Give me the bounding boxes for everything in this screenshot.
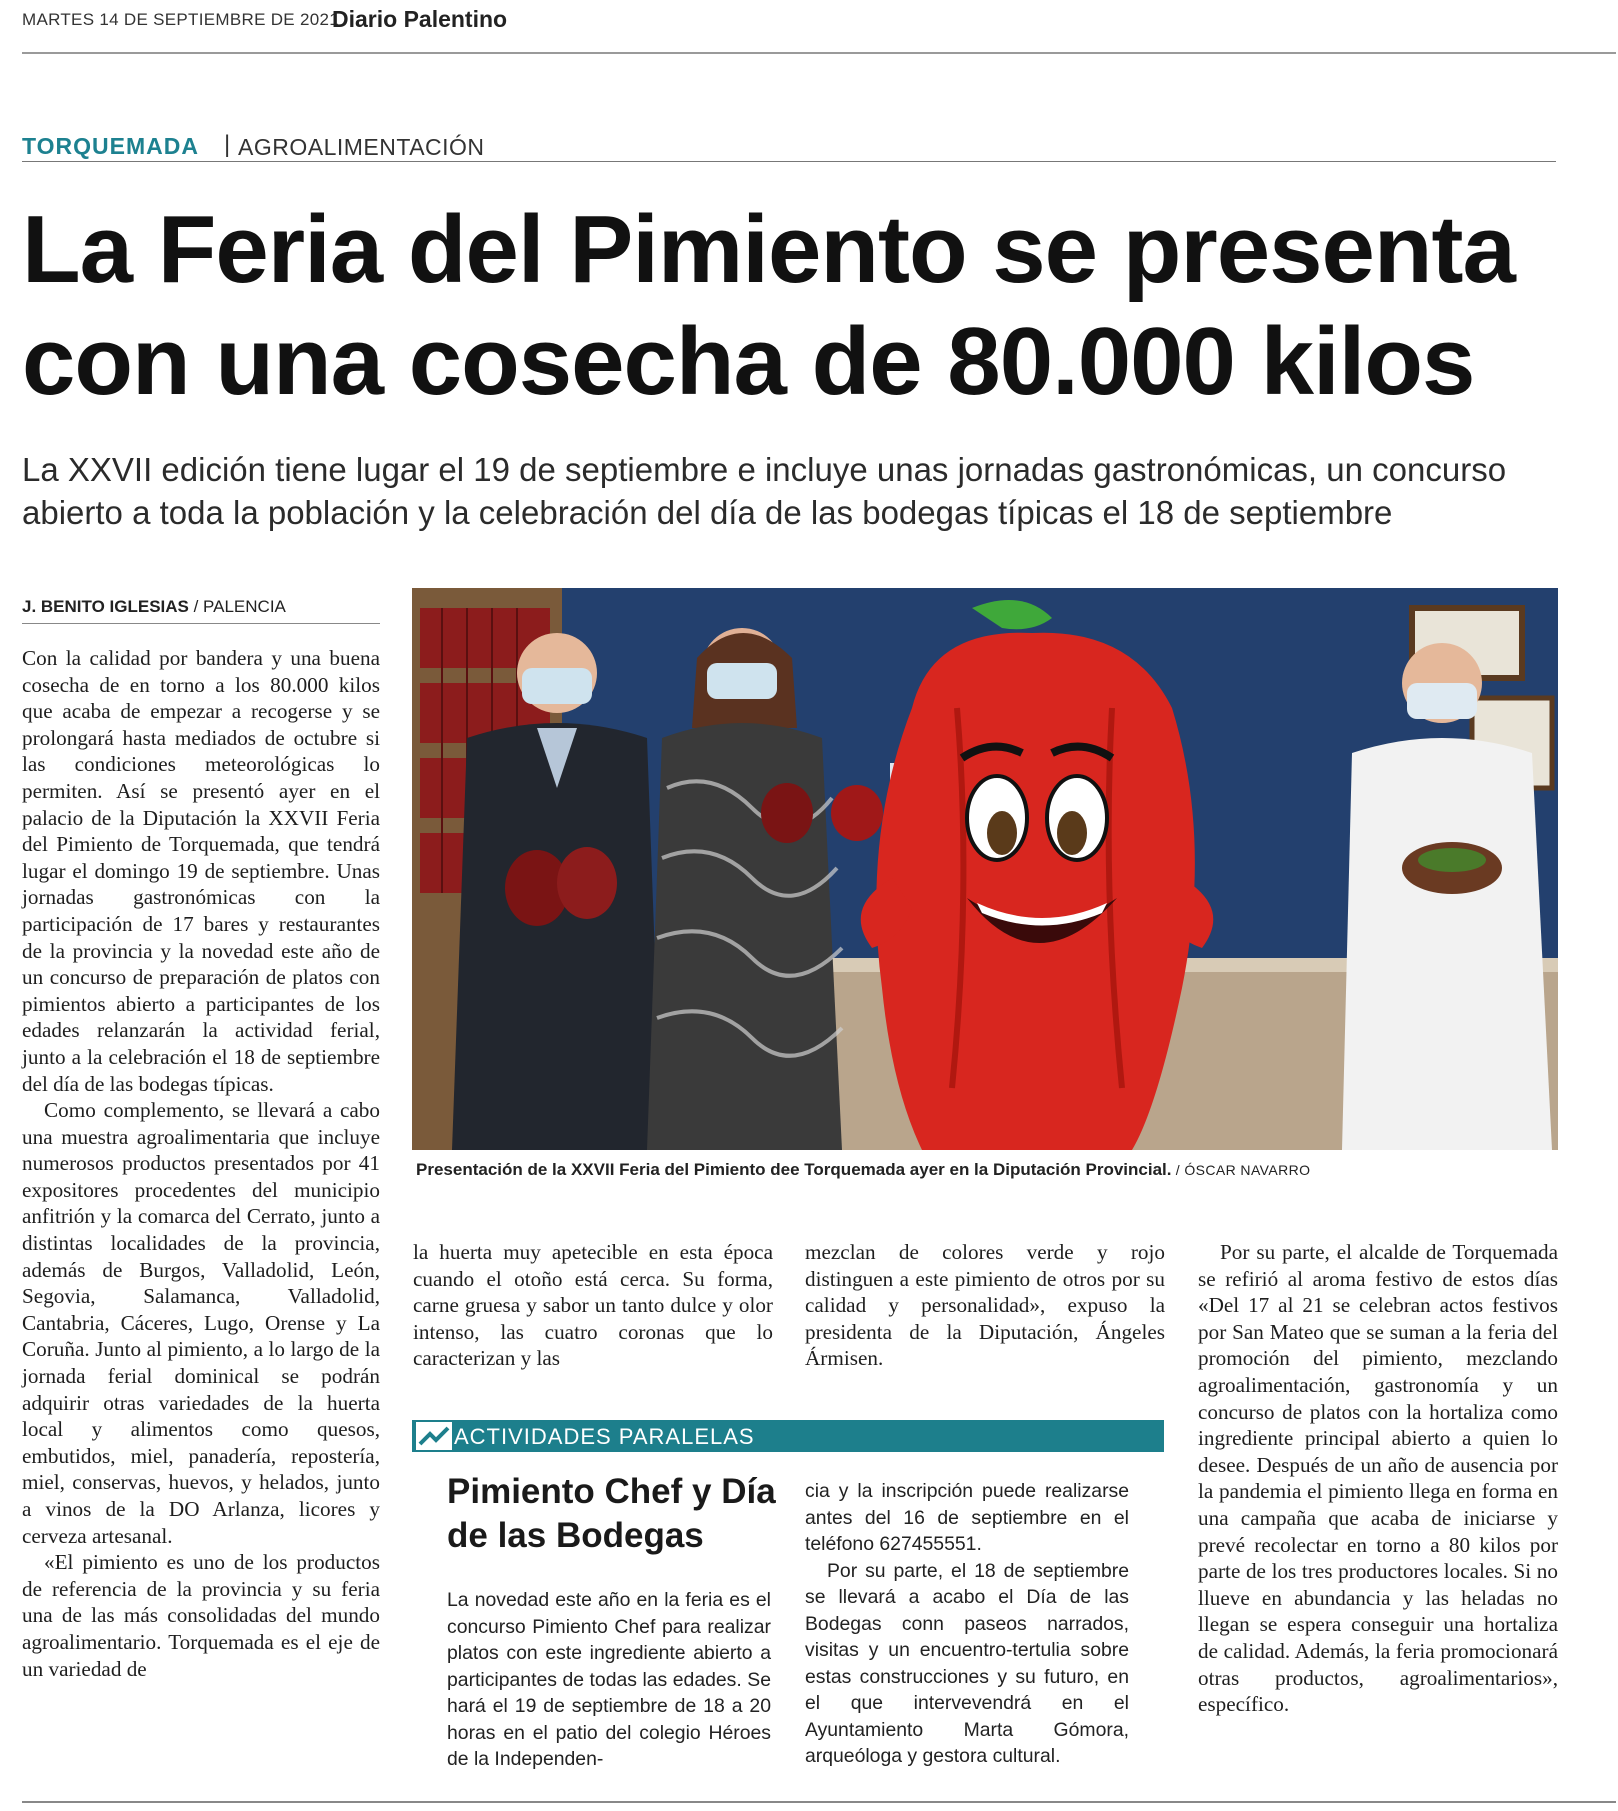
article-paragraph: Con la calidad por bandera y una buena cosecha de en torno a los 80.000 kilos que acaba de empezar a recogerse y se prolongará hasta mediados de octubre si las condiciones meteorológicas lo permiten. Así se presentó ayer en el palacio de la Diputación la XXVII Feria del Pimiento de Torquemada, que tendrá lugar el domingo 19 de septiembre. Unas jornadas gastronómicas con la participación de 17 bares y restaurantes de la provincia y la novedad este año de un concurso de preparación de platos con pimientos abierto a participantes de los edades relanzarán la actividad ferial, junto a la celebración el 18 de septiembre del día de las bodegas típicas. (22, 646, 380, 1096)
article-paragraph: mezclan de colores verde y rojo distinguen a este pimiento de otros por su calidad y personalidad», expuso la presidenta de la Diputación, Ángeles Ármisen. (805, 1240, 1165, 1371)
section-divider (22, 161, 1556, 162)
sidebar-title: Pimiento Chef y Día de las Bodegas (447, 1472, 776, 1555)
photo-credit: / ÓSCAR NAVARRO (1171, 1162, 1311, 1178)
byline-location: / PALENCIA (188, 597, 286, 616)
section-place: TORQUEMADA (22, 133, 199, 159)
sidebar-paragraph: Por su parte, el 18 de septiembre se llevará a acabo el Día de las Bodegas conn paseos narrados, visitas y un encuentro-tertulia sobre estas construcciones y su futuro, en el que intervevendrá en el Ayuntamiento Marta Gómora, arqueóloga y gestora cultural. (805, 1559, 1129, 1767)
caption-text: Presentación de la XXVII Feria del Pimiento dee Torquemada ayer en la Diputación Provincial. (416, 1160, 1172, 1179)
article-paragraph: Por su parte, el alcalde de Torquemada se refirió al aroma festivo de estos días «Del 17 al 21 se celebran actos festivos por San Mateo que se suman a la feria del promoción del pimiento, mezclando agroalimentación, gastronomía y un concurso de platos con la hortaliza como ingrediente principal abierto a quien lo desee. Después de un año de ausencia por la pandemia el pimiento llega en forma en una campaña que acaba de iniciarse y prevé recolectar en torno a 80 kilos por parte de los tres productores locales. Si no llueve en abundancia y las heladas no llegan se espera conseguir una hortaliza de calidad. Además, la feria promocionará otras productos, agroalimentarios», específico. (1198, 1240, 1558, 1717)
article-column-1 (22, 645, 380, 1682)
photo-caption (416, 1160, 1556, 1180)
masthead-divider (22, 52, 1616, 54)
article-photo (412, 588, 1558, 1150)
article-column-2 (413, 1239, 773, 1372)
article-column-3 (805, 1239, 1165, 1372)
sidebar-label: ACTIVIDADES PARALELAS (454, 1424, 755, 1449)
photo-illustration (412, 588, 1558, 1150)
section-separator: | (224, 131, 231, 158)
headline: La Feria del Pimiento se presenta con una cosecha de 80.000 kilos (22, 196, 1515, 415)
article-paragraph: «El pimiento es uno de los productos de referencia de la provincia y su feria una de las más consolidadas del mundo agroalimentario. Torquemada es el eje de un variedad de (22, 1550, 380, 1681)
article-paragraph: Como complemento, se llevará a cabo una muestra agroalimentaria que incluye numerosos productos presentados por 41 expositores procedentes del municipio anfitrión y la comarca del Cerrato, junto a distintas localidades de la provincia, además de Burgos, Valladolid, León, Segovia, Salamanca, Valladolid, Cantabria, Cáceres, Lugo, Orense y La Coruña. Junto al pimiento, a lo largo de la jornada ferial dominical se podrán adquirir otras variedades de la huerta local y alimentos como quesos, embutidos, miel, panadería, repostería, miel, conservas, huevos, y helados, junto a vinos de la DO Arlanza, licores y cerveza artesanal. (22, 1098, 380, 1548)
byline-divider (22, 623, 380, 624)
masthead-date: MARTES 14 DE SEPTIEMBRE DE 2021 (22, 10, 339, 29)
subheadline: La XXVII edición tiene lugar el 19 de septiembre e incluye unas jornadas gastronómicas, un concurso abierto a toda la población y la celebración del día de las bodegas típicas el 18 de septiembre (22, 451, 1507, 531)
article-column-4 (1198, 1239, 1558, 1718)
article-paragraph: la huerta muy apetecible en esta época cuando el otoño está cerca. Su forma, carne gruesa y sabor un tanto dulce y olor intenso, las cuatro coronas que lo caracterizan y las (413, 1240, 773, 1371)
byline-author: J. BENITO IGLESIAS (22, 597, 189, 616)
sidebar-paragraph: cia y la inscripción puede realizarse antes del 16 de septiembre en el teléfono 627455551. (805, 1480, 1129, 1555)
trend-chart-icon (416, 1422, 452, 1450)
page-bottom-divider (22, 1801, 1616, 1803)
byline (22, 597, 286, 617)
section-topic: AGROALIMENTACIÓN (238, 134, 485, 160)
sidebar-column-1 (447, 1587, 771, 1773)
sidebar-column-2 (805, 1478, 1129, 1770)
sidebar-paragraph: La novedad este año en la feria es el concurso Pimiento Chef para realizar platos con este ingrediente abierto a participantes de todas las edades. Se hará el 19 de septiembre de 18 a 20 horas en el patio del colegio Héroes de la Independen- (447, 1589, 771, 1770)
newspaper-name: Diario Palentino (332, 6, 508, 32)
